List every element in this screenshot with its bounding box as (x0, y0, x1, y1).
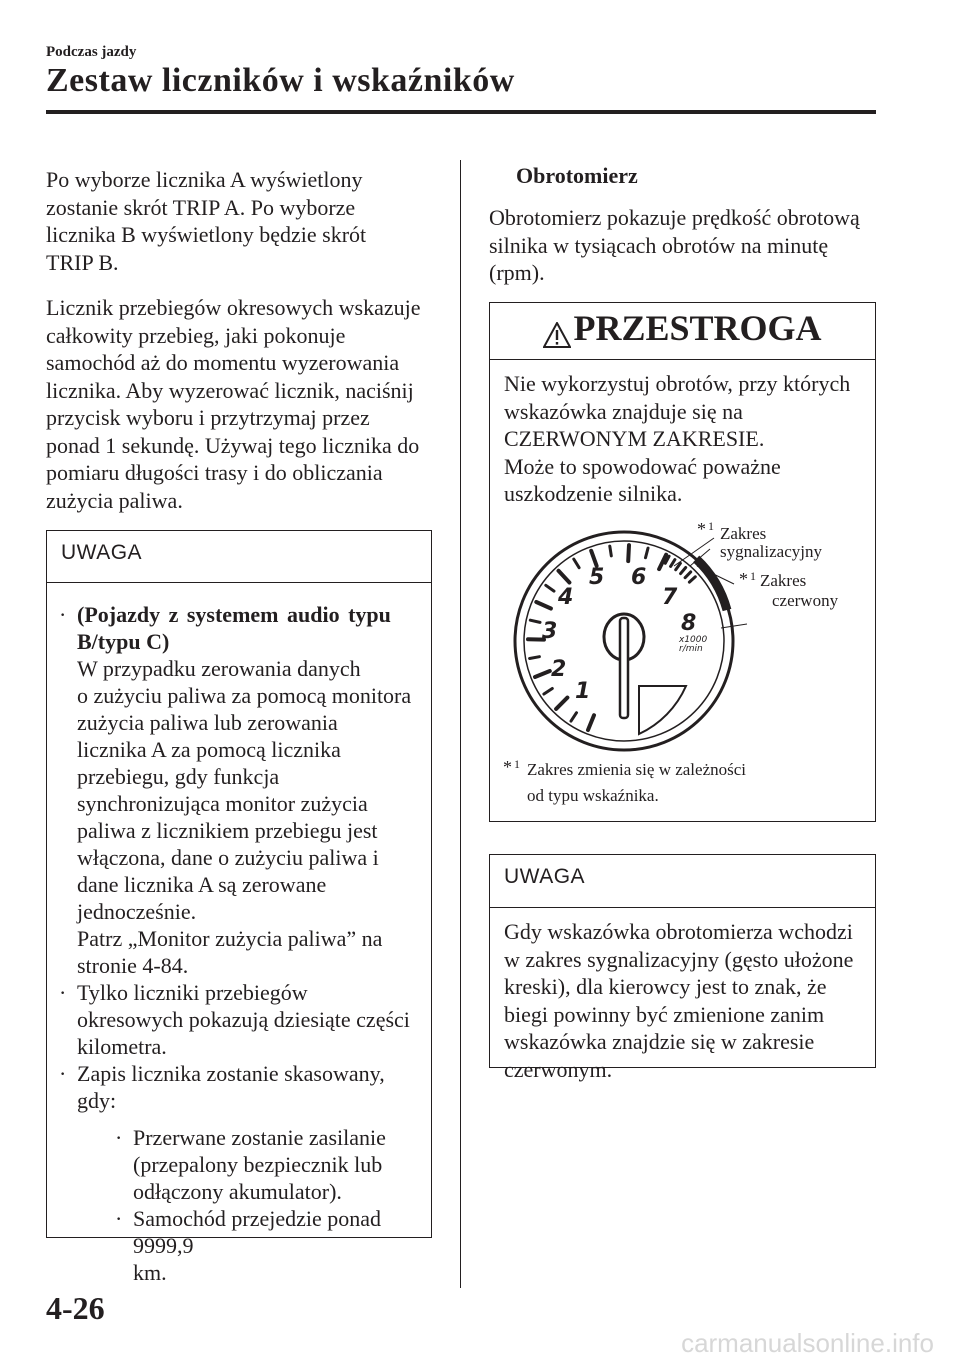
text-line: ponad 1 sekundę. Używaj tego licznika do (46, 432, 420, 458)
text-line: wskazówka znajdzie się w zakresie (504, 1029, 815, 1054)
signal-range-label: sygnalizacyjny (720, 542, 822, 561)
red-range-label: czerwony (772, 591, 839, 610)
gauge-tick (646, 548, 649, 558)
note-list (47, 583, 431, 1286)
gauge-corner-display (639, 686, 686, 734)
text-line: TRIP B. (46, 249, 119, 275)
gauge-tick (685, 572, 691, 578)
text-line: silnika w tysiącach obrotów na minutę (489, 232, 829, 258)
page-title: Zestaw liczników i wskaźników (46, 62, 515, 99)
note-heading: UWAGA (504, 865, 586, 888)
text-line: licznika B wyświetlony będzie skrót (46, 222, 367, 247)
signal-range-label: Zakres (720, 524, 767, 543)
gauge-tick (689, 577, 695, 582)
gauge-tick (536, 602, 551, 609)
page-number: 4-26 (46, 1290, 105, 1326)
text-line: samochód aż do momentu wyzerowania (46, 350, 400, 375)
paragraph-tachometer-intro (489, 204, 879, 287)
note-box-left (46, 530, 432, 1285)
tachometer-figure (489, 500, 876, 820)
section-heading-tachometer: Obrotomierz (516, 163, 638, 188)
caution-title: PRZESTROGA (573, 308, 822, 348)
text-line: synchronizująca monitor zużycia (77, 791, 368, 816)
footnote-mark: 1 (750, 569, 756, 583)
section-label: Podczas jazdy (46, 44, 137, 60)
text-line: gdy: (77, 1088, 117, 1113)
gauge-number-1: 1 (575, 679, 591, 704)
text-line: Obrotomierz pokazuje prędkość obrotową (489, 205, 860, 230)
gauge-tick (591, 551, 596, 566)
text-line: czerwonym. (504, 1056, 613, 1082)
gauge-number-3: 3 (542, 619, 558, 644)
text-line: licznika. Aby wyzerować licznik, naciśnij (46, 377, 414, 403)
text-line: kreski), dla kierowcy jest to znak, że (504, 974, 827, 999)
list-item (47, 979, 423, 1060)
gauge-tick (559, 571, 570, 583)
text-line: zużycia paliwa lub zerowania (77, 710, 338, 735)
footnote-asterisk: * (503, 757, 512, 777)
bullet: · (115, 1206, 123, 1231)
note-box-right (489, 854, 876, 1082)
title-rule (46, 110, 876, 114)
needle (620, 618, 628, 718)
gauge-number-7: 7 (662, 585, 678, 610)
footnote-mark: 1 (708, 519, 714, 533)
text-line: kilometra. (77, 1034, 167, 1059)
text-line: CZERWONYM ZAKRESIE. (504, 426, 765, 451)
text-line: odłączony akumulator). (133, 1179, 342, 1204)
gauge-number-5: 5 (589, 565, 605, 590)
gauge-tick (556, 698, 567, 709)
note-item-heading: B/typu C) (77, 629, 170, 654)
gauge-number-6: 6 (631, 565, 647, 590)
text-line: przycisk wyboru i przytrzymaj przez (46, 405, 370, 430)
text-line: licznika A za pomocą licznika (77, 737, 341, 762)
text-line: Przerwane zostanie zasilanie (133, 1125, 386, 1150)
red-zone-band (696, 559, 727, 610)
bullet: · (59, 980, 67, 1005)
column-divider (460, 160, 461, 1288)
text-line: paliwa z licznikiem przebiegu jest (77, 818, 378, 843)
text-line: Nie wykorzystuj obrotów, przy których (504, 371, 851, 396)
warning-triangle-icon (543, 315, 571, 357)
text-line: Gdy wskazówka obrotomierza wchodzi (504, 919, 853, 944)
text-line: biegi powinny być zmienione zanim (504, 1001, 825, 1027)
text-line: zostanie skrót TRIP A. Po wyborze (46, 194, 356, 220)
gauge-number-2: 2 (551, 657, 567, 682)
gauge-tick (530, 657, 540, 659)
text-line: Po wyborze licznika A wyświetlony (46, 167, 363, 192)
text-line: zużycia paliwa. (46, 487, 183, 513)
gauge-unit-bottom: r/min (679, 644, 703, 654)
text-line: okresowych pokazują dziesiąte części (77, 1007, 410, 1032)
text-line: (przepalony bezpiecznik lub (133, 1152, 383, 1177)
text-line: W przypadku zerowania danych (77, 656, 361, 681)
list-item (47, 601, 423, 979)
text-line: całkowity przebieg, jaki pokonuje (46, 322, 346, 348)
list-item (103, 1205, 423, 1286)
bullet: · (59, 602, 67, 627)
text-line: stronie 4-84. (77, 953, 189, 978)
caution-heading (490, 303, 875, 359)
text-line: o zużyciu paliwa za pomocą monitora (77, 683, 412, 708)
red-range-label: Zakres (760, 571, 807, 590)
bullet: · (59, 1061, 67, 1086)
text-line: Samochód przejedzie ponad 9999,9 (133, 1206, 382, 1258)
text-line: uszkodzenie silnika. (504, 481, 683, 506)
text-line: km. (133, 1260, 167, 1285)
gauge-tick (571, 713, 577, 721)
text-line: dane licznika A są zerowane (77, 872, 327, 897)
text-line: wskazówka znajduje się na (504, 398, 743, 424)
red-range-leader (721, 624, 747, 628)
watermark: carmanualsonline.info (681, 1328, 934, 1358)
gauge-number-8: 8 (681, 611, 697, 636)
gauge-tick (681, 568, 686, 574)
text-line: Patrz „Monitor zużycia paliwa” na (77, 926, 383, 951)
list-item (47, 1060, 423, 1286)
note-heading: UWAGA (61, 541, 143, 564)
paragraph-trip-display (46, 166, 446, 276)
paragraph-trip-meter (46, 294, 446, 514)
text-line: Tylko liczniki przebiegów (77, 980, 308, 1005)
text-line: jednocześnie. (77, 899, 197, 924)
text-line: pomiaru długości trasy i do obliczania (46, 460, 383, 485)
note-body (490, 908, 875, 1083)
text-line: Może to spowodować poważne (504, 453, 781, 479)
gauge-tick (535, 671, 550, 677)
footnote-text: od typu wskaźnika. (527, 786, 659, 805)
footnote-mark: 1 (514, 757, 520, 771)
bullet: · (115, 1125, 123, 1150)
footnote-asterisk: * (697, 519, 706, 539)
gauge-tick (530, 620, 540, 622)
text-line: przebiegu, gdy funkcja (77, 764, 280, 789)
gauge-number-4: 4 (558, 585, 574, 610)
footnote-asterisk: * (739, 569, 748, 589)
note-item-heading: (Pojazdy z systemem audio typu (77, 602, 391, 627)
gauge-unit-top: x1000 (679, 635, 708, 645)
gauge-tick (588, 715, 594, 730)
gauge-tick (546, 585, 554, 591)
text-line: Zapis licznika zostanie skasowany, (77, 1061, 385, 1086)
list-item (103, 1124, 423, 1205)
caution-body (490, 360, 875, 508)
text-line: Licznik przebiegów okresowych wskazuje (46, 295, 421, 320)
gauge-tick (610, 546, 612, 556)
gauge-tick (574, 559, 579, 568)
note-sublist (77, 1124, 423, 1286)
text-line: w zakres sygnalizacyjny (gęsto ułożone (504, 946, 854, 972)
text-line: (rpm). (489, 260, 545, 285)
gauge-tick (544, 689, 552, 695)
text-line: włączona, dane o zużyciu paliwa i (77, 845, 379, 870)
gauge-tick (628, 545, 629, 561)
footnote-text: Zakres zmienia się w zależności (527, 760, 747, 779)
